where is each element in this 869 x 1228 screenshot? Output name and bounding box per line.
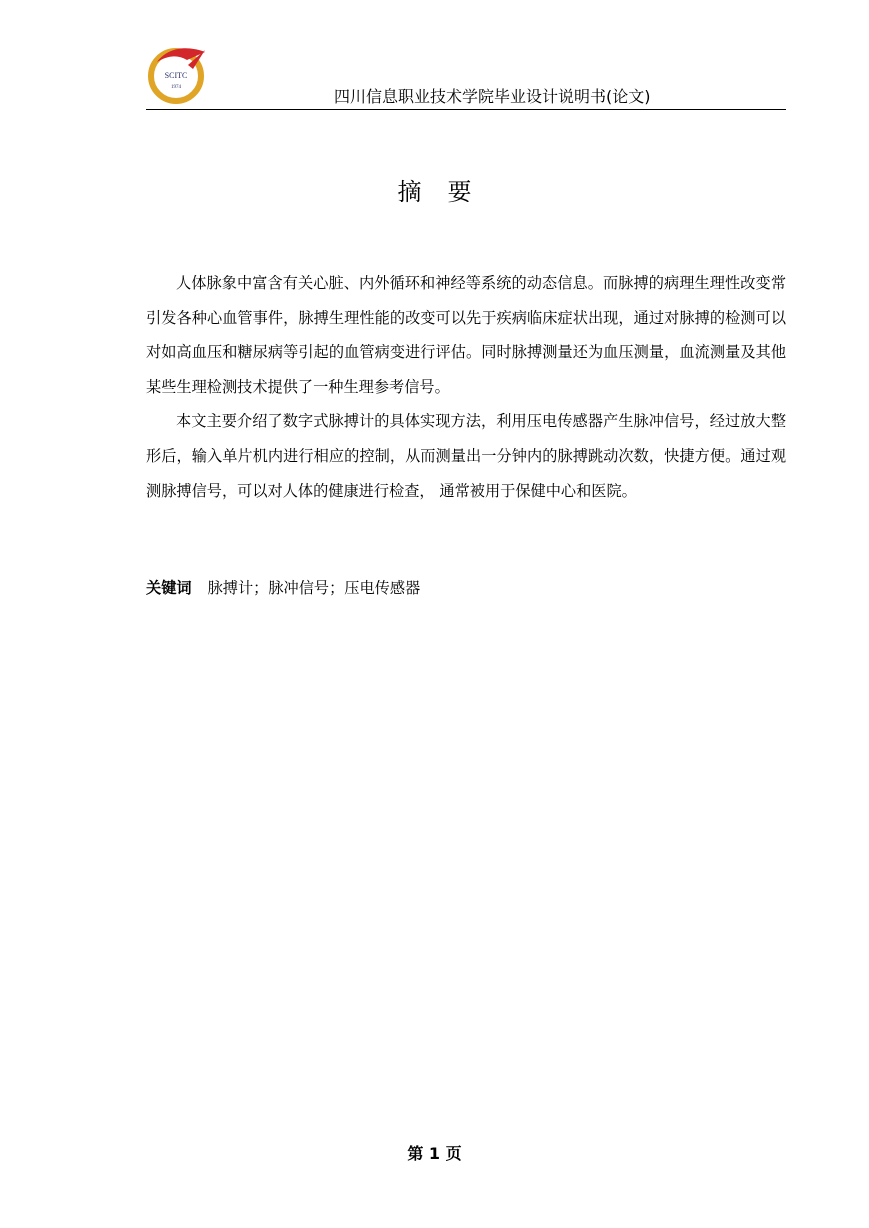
logo-year: 1974	[171, 85, 181, 90]
keywords-line	[146, 576, 420, 600]
abstract-paragraph: 人体脉象中富含有关心脏、内外循环和神经等系统的动态信息。而脉搏的病理生理性改变常引发各种心血管事件，脉搏生理性能的改变可以先于疾病临床症状出现，通过对脉搏的检测可以对如高血压和糖尿病等引起的血管病变进行评估。同时脉搏测量还为血压测量，血流测量及其他某些生理检测技术提供了一种生理参考信号。	[146, 274, 786, 396]
keywords-label: 关键词	[146, 579, 192, 597]
header-title: 四川信息职业技术学院毕业设计说明书(论文)	[334, 87, 651, 106]
keywords-value: 脉搏计；脉冲信号；压电传感器	[207, 579, 421, 597]
abstract-paragraph: 本文主要介绍了数字式脉搏计的具体实现方法，利用压电传感器产生脉冲信号，经过放大整形后，输入单片机内进行相应的控制，从而测量出一分钟内的脉搏跳动次数，快捷方便。通过观测脉搏信号，可以对人体的健康进行检查， 通常被用于保健中心和医院。	[146, 412, 786, 500]
abstract-body	[146, 266, 786, 508]
abstract-heading: 摘要	[397, 178, 498, 206]
header-divider	[146, 109, 786, 110]
page-number: 第 1 页	[407, 1144, 462, 1163]
scitc-school-emblem-icon	[147, 44, 209, 104]
school-logo	[147, 44, 209, 104]
logo-text: SCITC	[164, 71, 188, 80]
